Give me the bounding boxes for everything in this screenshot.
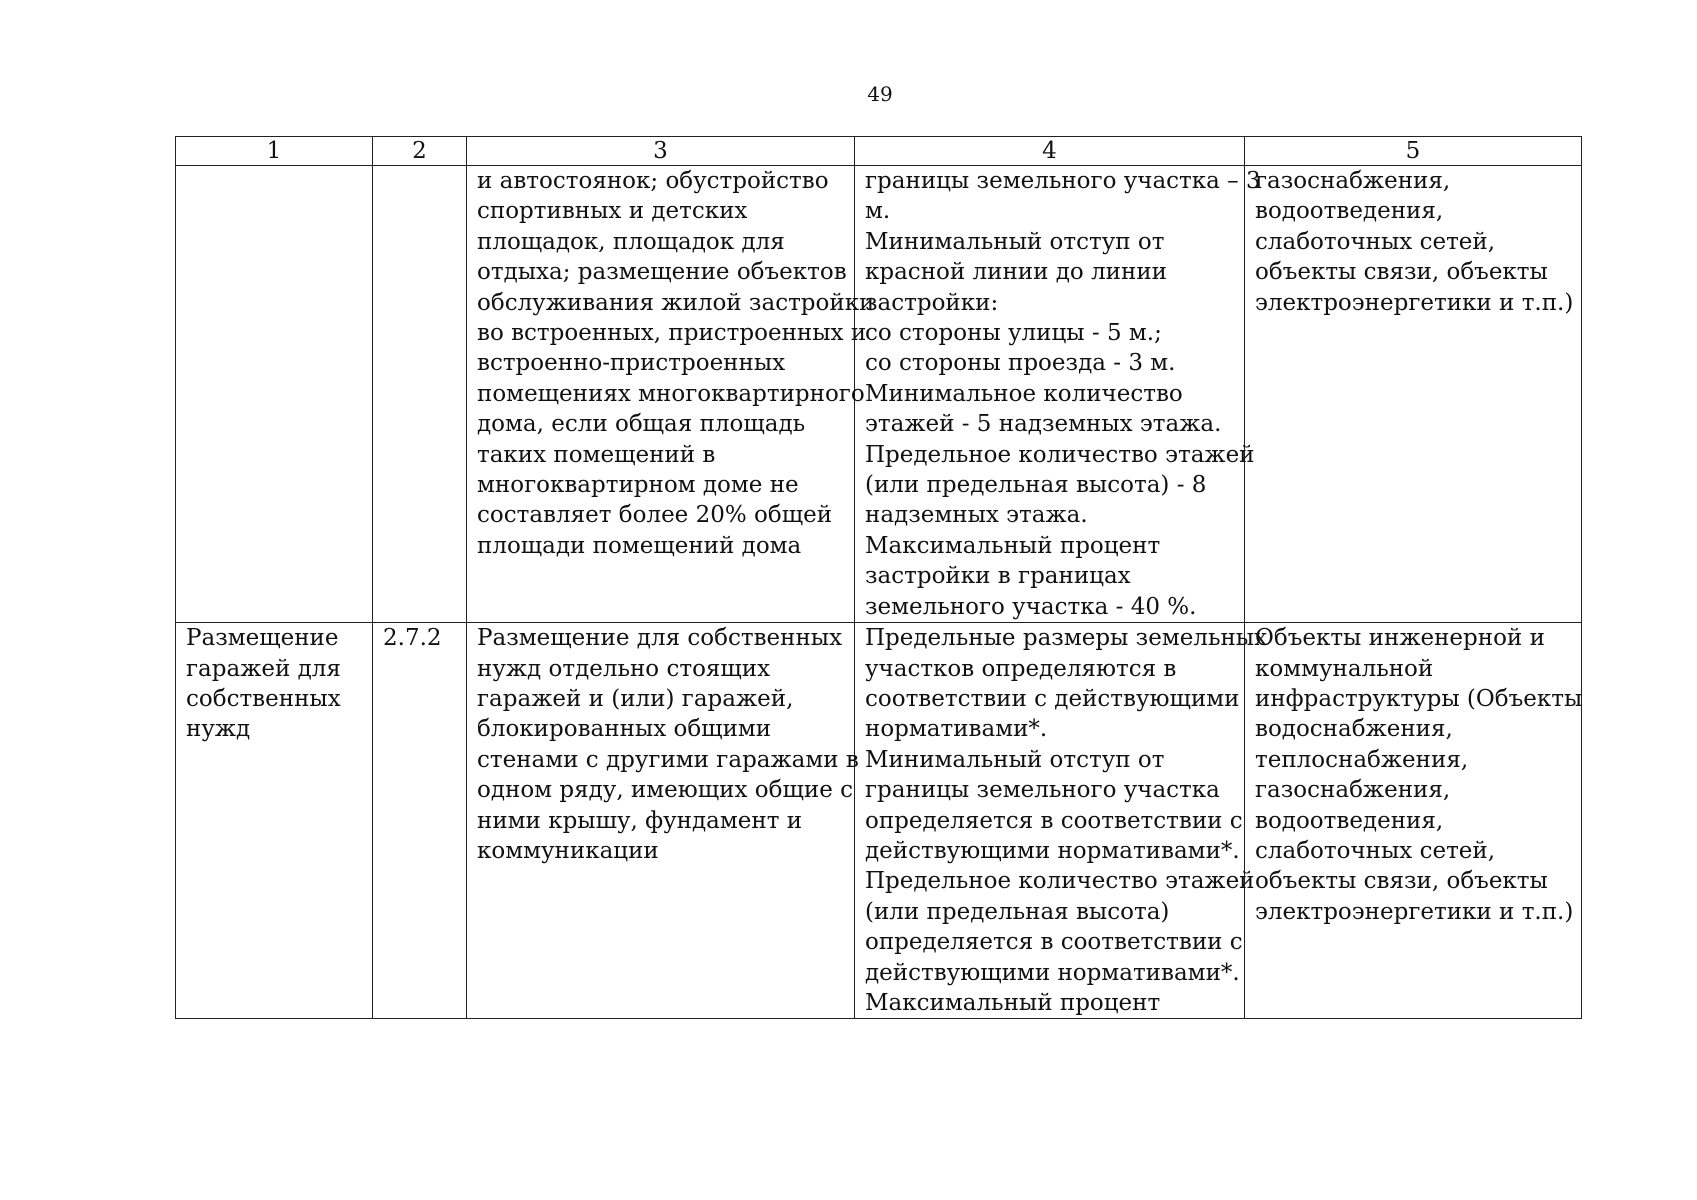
cell-text-line: электроэнергетики и т.п.): [1255, 289, 1574, 316]
cell-text-line: водоотведения,: [1255, 198, 1444, 225]
cell-text-line: участков определяются в: [865, 655, 1177, 682]
cell-text-line: многоквартирном доме не: [477, 472, 799, 499]
cell-row-1-col-4: [855, 166, 1261, 623]
cell-text-line: застройки в границах: [865, 563, 1131, 590]
cell-text-line: границы земельного участка: [865, 777, 1220, 804]
cell-text-line: площади помещений дома: [477, 532, 802, 559]
header-col-4: 4: [855, 137, 1245, 166]
cell-text-line: коммунальной: [1255, 655, 1434, 682]
cell-text-line: газоснабжения,: [1255, 168, 1451, 194]
table-header-row: [176, 137, 1582, 166]
cell-text-line: объекты связи, объекты: [1255, 868, 1548, 895]
cell-text-line: блокированных общими: [477, 716, 772, 743]
zoning-table: [175, 136, 1582, 1019]
cell-text-line: нормативами*.: [865, 716, 1048, 743]
cell-text-line: действующими нормативами*.: [865, 837, 1240, 864]
cell-text-line: Предельное количество этажей: [865, 868, 1255, 895]
cell-text-line: соответствии с действующими: [865, 685, 1240, 712]
cell-text-line: нужд отдельно стоящих: [477, 655, 771, 682]
cell-text-line: помещениях многоквартирного: [477, 380, 865, 407]
cell-row-2-col-5: [1245, 623, 1582, 1019]
cell-row-2-col-4: [855, 623, 1268, 1019]
cell-text-line: Предельные размеры земельных: [865, 625, 1268, 652]
cell-text-line: Минимальное количество: [865, 380, 1183, 407]
cell-text-line: красной линии до линии: [865, 259, 1167, 286]
cell-text-line: со стороны улицы - 5 м.;: [865, 320, 1162, 347]
cell-text-line: земельного участка - 40 %.: [865, 593, 1197, 620]
cell-row-1-col-5: [1245, 166, 1582, 623]
cell-text-line: Максимальный процент: [865, 989, 1161, 1016]
cell-text-line: спортивных и детских: [477, 198, 748, 225]
cell-text-line: гаражей для: [186, 655, 341, 682]
cell-text-line: со стороны проезда - 3 м.: [865, 350, 1176, 377]
cell-text-line: нужд: [186, 716, 251, 743]
cell-text-line: Минимальный отступ от: [865, 228, 1165, 255]
cell-text-line: дома, если общая площадь: [477, 411, 806, 438]
cell-text-line: определяется в соответствии с: [865, 807, 1243, 834]
header-col-2: 2: [373, 137, 467, 166]
cell-text-line: Объекты инженерной и: [1255, 625, 1545, 652]
cell-text-line: Минимальный отступ от: [865, 746, 1165, 773]
cell-text-line: инфраструктуры (Объекты: [1255, 685, 1583, 712]
cell-text-line: обслуживания жилой застройки: [477, 289, 875, 316]
cell-text-line: ними крышу, фундамент и: [477, 807, 803, 834]
cell-text-line: м.: [865, 198, 891, 225]
cell-text-line: гаражей и (или) гаражей,: [477, 685, 794, 712]
cell-text-line: и автостоянок; обустройство: [477, 168, 829, 194]
cell-text-line: собственных: [186, 685, 341, 712]
cell-text-line: застройки:: [865, 289, 999, 316]
table-row: [176, 623, 1582, 1019]
cell-text-line: слаботочных сетей,: [1255, 837, 1496, 864]
cell-row-2-col-2: [373, 623, 467, 1019]
cell-row-1-col-1: [176, 166, 373, 623]
cell-text-line: площадок, площадок для: [477, 228, 785, 255]
cell-row-1-col-2: [373, 166, 467, 623]
header-col-3: 3: [467, 137, 855, 166]
cell-text-line: водоотведения,: [1255, 807, 1444, 834]
header-col-5: 5: [1245, 137, 1582, 166]
page-number: 49: [867, 82, 893, 106]
table-row: [176, 166, 1582, 623]
cell-text-line: теплоснабжения,: [1255, 746, 1469, 773]
cell-row-2-col-1: [176, 623, 373, 1019]
cell-text-line: отдыха; размещение объектов: [477, 259, 847, 286]
cell-text-line: определяется в соответствии с: [865, 929, 1243, 956]
cell-text-line: Предельное количество этажей: [865, 441, 1255, 468]
cell-text-line: слаботочных сетей,: [1255, 228, 1496, 255]
cell-text-line: стенами с другими гаражами в: [477, 746, 859, 773]
cell-text-line: составляет более 20% общей: [477, 502, 833, 529]
cell-text-line: встроенно-пристроенных: [477, 350, 786, 377]
cell-text-line: надземных этажа.: [865, 502, 1088, 529]
cell-row-2-col-3: [467, 623, 859, 1019]
cell-text-line: одном ряду, имеющих общие с: [477, 777, 853, 804]
cell-text-line: электроэнергетики и т.п.): [1255, 898, 1574, 925]
cell-row-1-col-3: [467, 166, 875, 623]
cell-text-line: действующими нормативами*.: [865, 959, 1240, 986]
cell-text-line: этажей - 5 надземных этажа.: [865, 411, 1222, 438]
header-col-1: 1: [176, 137, 373, 166]
cell-text-line: водоснабжения,: [1255, 716, 1453, 743]
cell-text-line: объекты связи, объекты: [1255, 259, 1548, 286]
cell-text-line: газоснабжения,: [1255, 777, 1451, 804]
cell-text-line: Размещение для собственных: [477, 625, 843, 652]
cell-text-line: 2.7.2: [383, 625, 442, 652]
cell-text-line: границы земельного участка – 3: [865, 168, 1261, 194]
cell-text-line: таких помещений в: [477, 441, 716, 468]
cell-text-line: (или предельная высота) - 8: [865, 472, 1207, 499]
cell-text-line: Размещение: [186, 625, 339, 652]
cell-text-line: (или предельная высота): [865, 898, 1170, 925]
cell-text-line: Максимальный процент: [865, 532, 1161, 559]
cell-text-line: коммуникации: [477, 837, 659, 864]
cell-text-line: во встроенных, пристроенных и: [477, 320, 867, 347]
